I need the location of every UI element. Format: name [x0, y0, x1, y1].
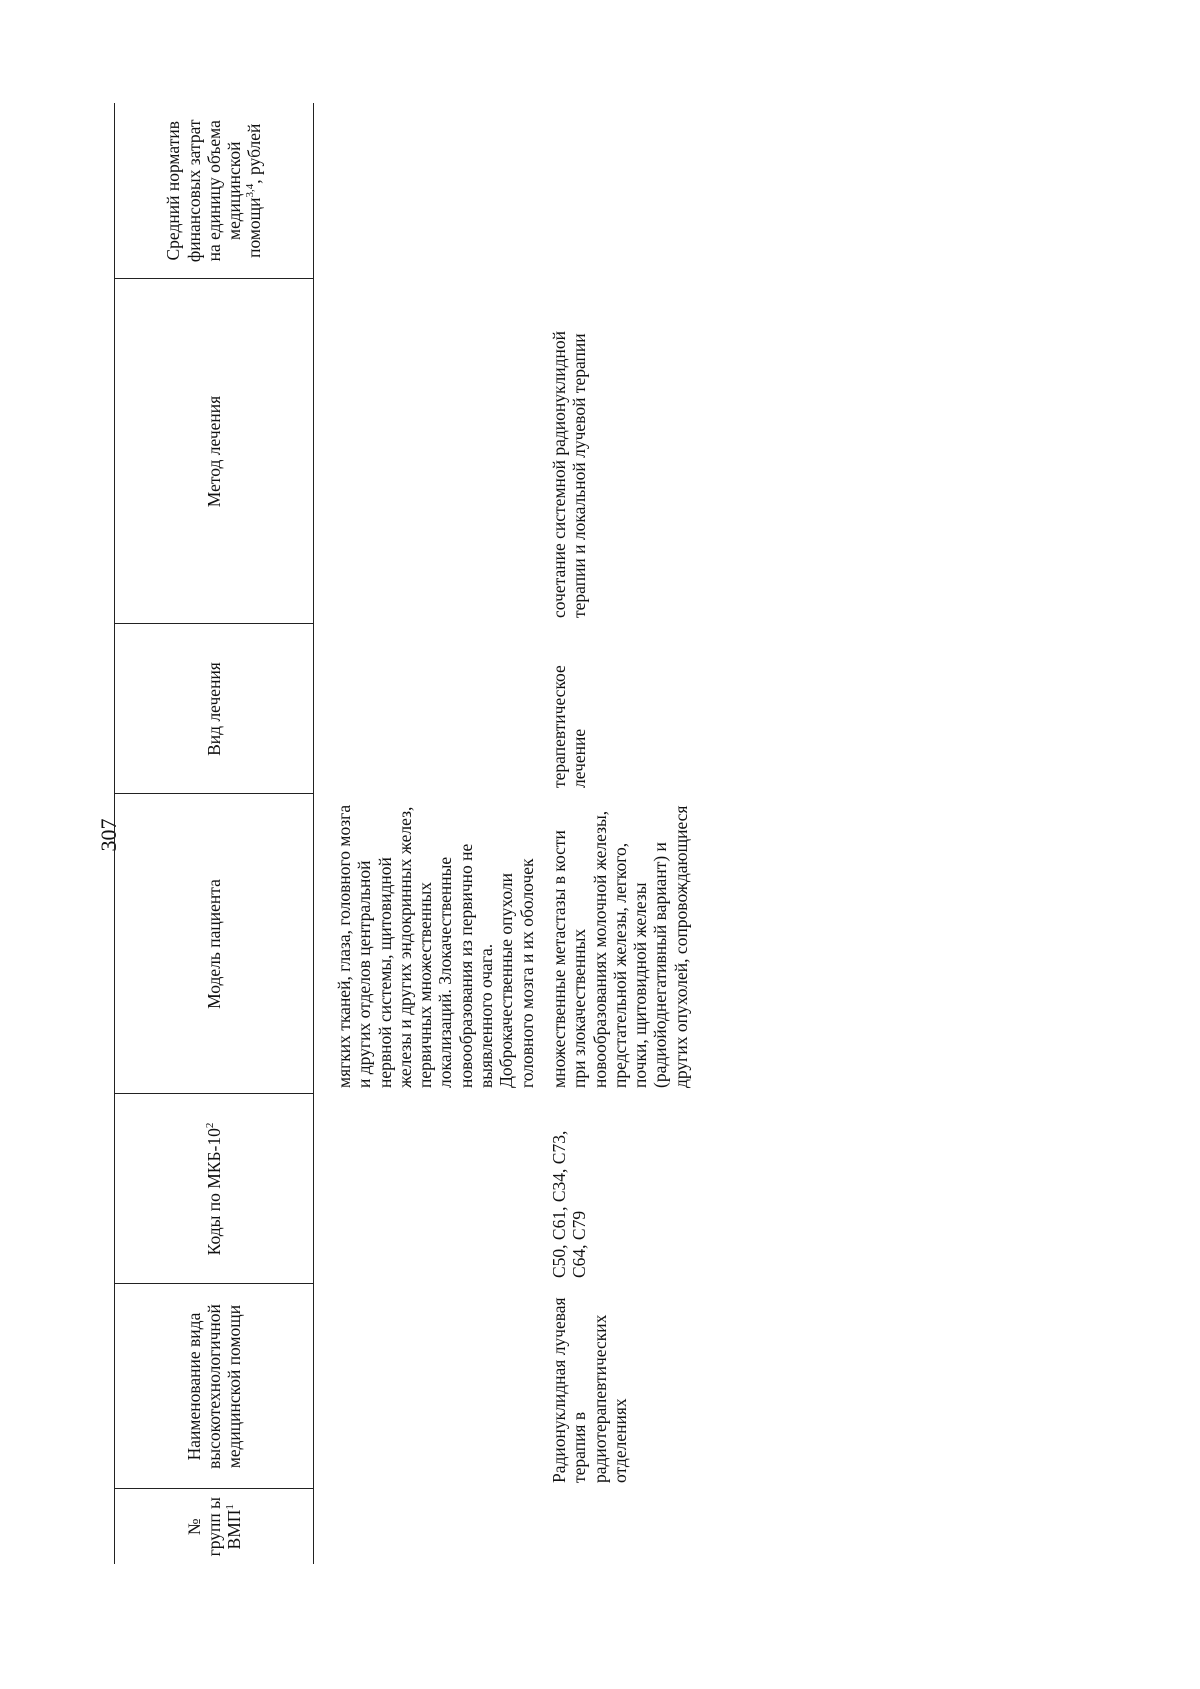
page-number: 307 [96, 818, 121, 852]
table-row [314, 103, 537, 1564]
cell-treatment-method: сочетание системной радионуклидной терапии и локальной лучевой терапии [548, 330, 590, 618]
cell-group-number [537, 1489, 691, 1564]
table-row [537, 103, 691, 1564]
cell-treatment-type [314, 624, 537, 794]
cell-care-name: Радионуклидная лучевая терапия в радиотерапевтических отделениях [548, 1297, 630, 1483]
table-header-row [115, 103, 314, 1564]
cell-treatment-type: терапевтическое лечение [548, 665, 590, 788]
vmp-table [114, 103, 691, 1564]
header-patient-model: Модель пациента [115, 794, 314, 1094]
header-treatment-type: Вид лечения [115, 624, 314, 794]
cell-icd-codes: C50, C61, C34, C73, C64, C79 [548, 1130, 590, 1278]
header-care-name: Наименование вида высокотехнологичной медицинской помощи [115, 1284, 314, 1489]
cell-patient-model: мягких тканей, глаза, головного мозга и других отделов центральной нервной системы, щитовидной железы и других эндокринных желез, первичных множественных локализаций. Злокачественные новообразования из первично не выявленного очага. Доброкачественные опухоли головного мозга и их оболочек [334, 804, 537, 1088]
cell-treatment-method [314, 279, 537, 624]
header-group-number: № групп ы ВМП$^1$ [115, 1489, 314, 1564]
cell-average-cost [537, 103, 691, 279]
header-treatment-method: Метод лечения [115, 279, 314, 624]
cell-icd-codes [314, 1094, 537, 1284]
cell-average-cost [314, 103, 537, 279]
cell-group-number [314, 1489, 537, 1564]
cell-care-name [314, 1284, 537, 1489]
cell-patient-model: множественные метастазы в кости при злокачественных новообразованиях молочной железы, предстательной железы, легкого, почки, щитовидной железы (радиойоднегативный вариант) и других опухолей, сопровождающиеся [548, 805, 691, 1088]
header-icd-codes: Коды по МКБ-$10^2$ [115, 1094, 314, 1284]
header-average-cost: Средний норматив финансовых затрат на единицу объема медицинской помощи$^{3,4}$, рублей [115, 103, 314, 279]
